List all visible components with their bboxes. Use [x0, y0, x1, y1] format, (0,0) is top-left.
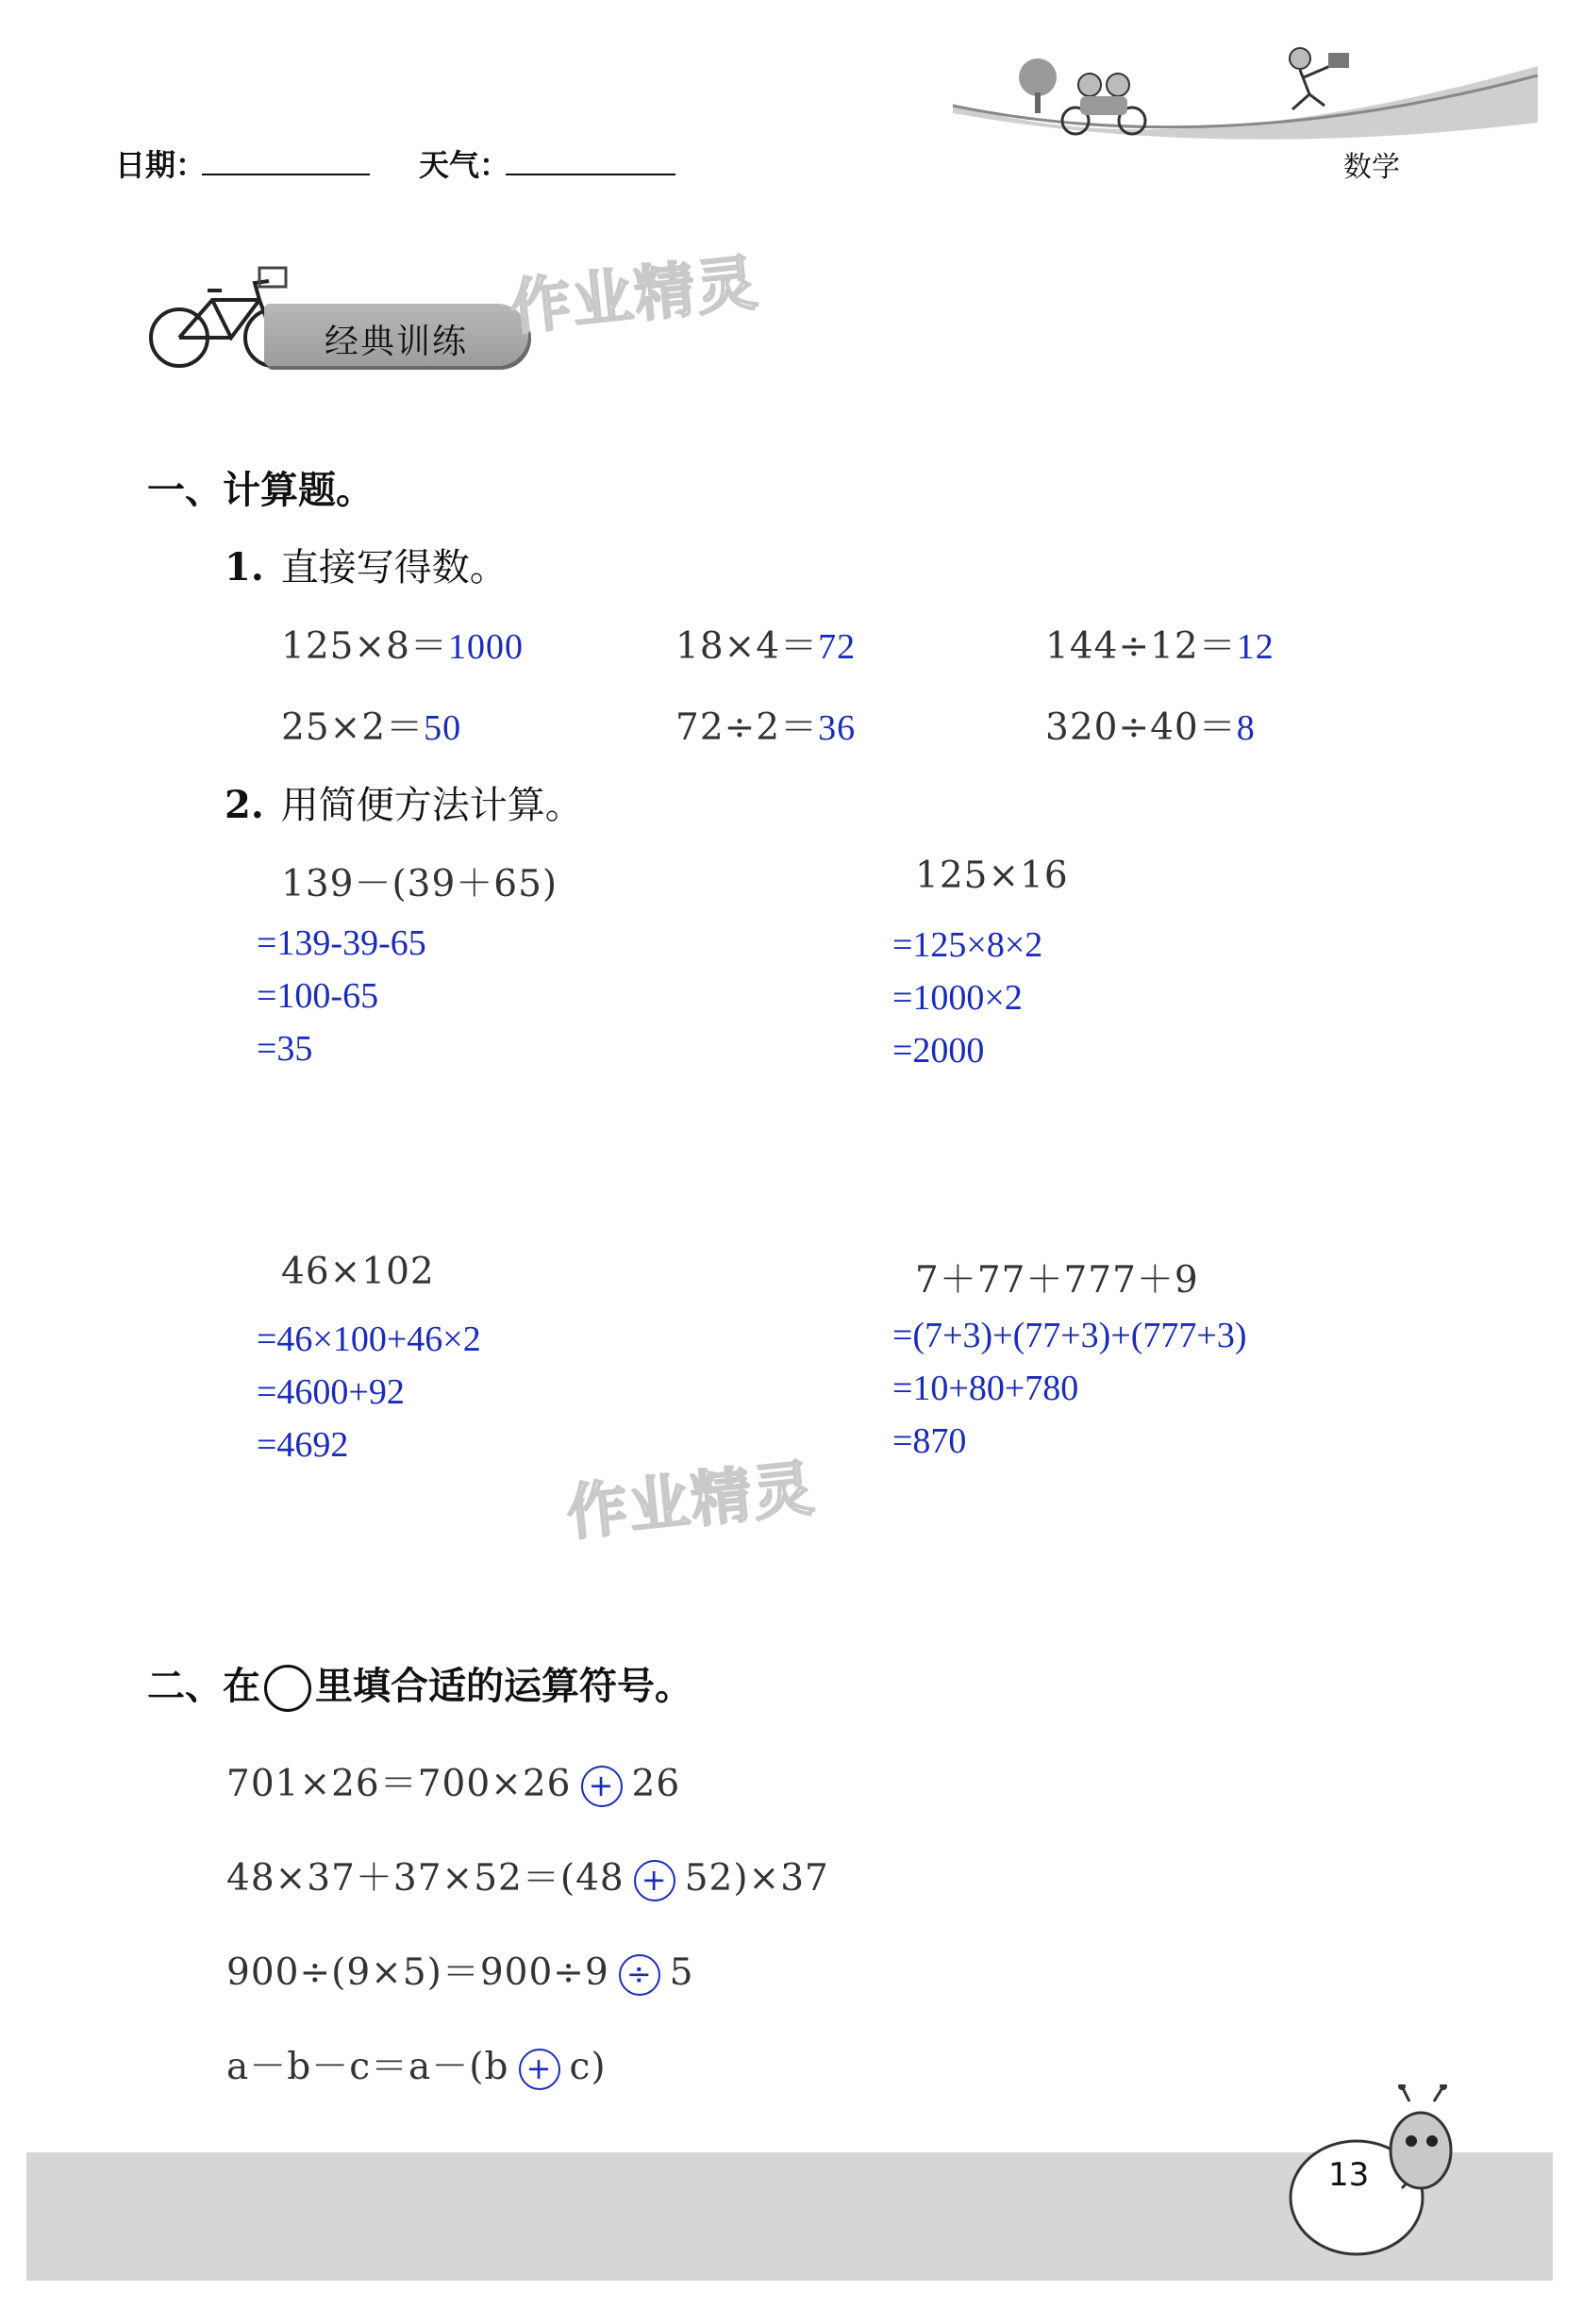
operator-row [226, 1943, 694, 1996]
row-right: 26 [631, 1763, 681, 1805]
operator-row [226, 2037, 607, 2090]
mental-math-item [675, 617, 856, 670]
subject-label: 数学 [1343, 151, 1400, 184]
operator-answer: + [581, 1766, 623, 1807]
operator-answer: + [519, 2049, 560, 2090]
watermark-top: 作业精灵 [507, 248, 762, 344]
part2-number: 2. [225, 783, 264, 827]
row-left: 900÷(9×5)＝900÷9 [226, 1951, 609, 1994]
item-answer: 72 [818, 627, 857, 667]
operator-row [226, 1754, 680, 1807]
part1-title: 直接写得数。 [280, 546, 508, 589]
work-step: =139-39-65 [257, 923, 426, 963]
item-answer: 8 [1236, 708, 1256, 748]
problem-expression: 46×102 [281, 1251, 435, 1293]
work-step: =2000 [892, 1031, 985, 1071]
mental-math-item [281, 698, 461, 751]
part2-title: 用简便方法计算。 [280, 784, 583, 827]
date-blank-line [202, 174, 370, 175]
row-left: a－b－c＝a－(b [226, 2046, 509, 2088]
weather-label: 天气： [419, 147, 510, 183]
snail-icon [1270, 2084, 1477, 2273]
item-answer: 50 [424, 708, 462, 748]
item-expression: 144÷12＝ [1045, 625, 1237, 668]
part2-heading [225, 775, 583, 829]
work-step: =(7+3)+(77+3)+(777+3) [892, 1316, 1247, 1355]
section2-title [147, 1656, 692, 1712]
work-step: =10+80+780 [892, 1369, 1079, 1408]
work-step: =870 [892, 1421, 967, 1461]
work-step: =100-65 [257, 976, 379, 1016]
problem-expression: 125×16 [915, 855, 1069, 897]
mental-math-item [281, 617, 524, 670]
work-step: =4600+92 [257, 1372, 405, 1412]
row-right: 5 [669, 1951, 694, 1994]
item-expression: 25×2＝ [281, 706, 425, 749]
watermark-middle: 作业精灵 [563, 1453, 819, 1550]
work-step: =1000×2 [892, 978, 1023, 1018]
item-answer: 12 [1236, 627, 1275, 667]
mental-math-item [1045, 698, 1256, 751]
mental-math-item [1045, 617, 1275, 670]
row-left: 701×26＝700×26 [226, 1763, 572, 1805]
section2-title-prefix: 二、在 [147, 1665, 260, 1708]
page-number: 13 [1328, 2156, 1370, 2194]
section2-title-suffix: 里填合适的运算符号。 [315, 1665, 692, 1708]
header-illustration [934, 19, 1557, 141]
item-expression: 125×8＝ [281, 625, 448, 668]
row-right: c) [569, 2046, 607, 2088]
problem-expression: 7＋77＋777＋9 [915, 1259, 1199, 1302]
work-step: =46×100+46×2 [257, 1320, 481, 1359]
item-answer: 36 [818, 708, 857, 748]
work-step: =35 [257, 1029, 313, 1069]
item-expression: 18×4＝ [675, 625, 819, 668]
item-expression: 72÷2＝ [675, 706, 819, 749]
row-left: 48×37＋37×52＝(48 [226, 1857, 625, 1900]
row-right: 52)×37 [684, 1857, 829, 1900]
operator-answer: ÷ [619, 1954, 660, 1996]
part1-heading [225, 538, 508, 591]
weather-blank-line [506, 174, 675, 175]
mental-math-item [675, 698, 856, 751]
item-expression: 320÷40＝ [1045, 706, 1237, 749]
date-label: 日期： [115, 147, 207, 183]
operator-answer: + [634, 1860, 675, 1901]
banner-title: 经典训练 [325, 323, 469, 361]
section1-title: 一、计算题。 [147, 469, 374, 512]
item-answer: 1000 [447, 627, 524, 667]
work-step: =125×8×2 [892, 925, 1043, 965]
circle-icon [264, 1665, 311, 1712]
part1-number: 1. [225, 545, 264, 589]
work-step: =4692 [257, 1425, 349, 1465]
operator-row [226, 1849, 829, 1901]
problem-expression: 139－(39＋65) [281, 863, 558, 905]
